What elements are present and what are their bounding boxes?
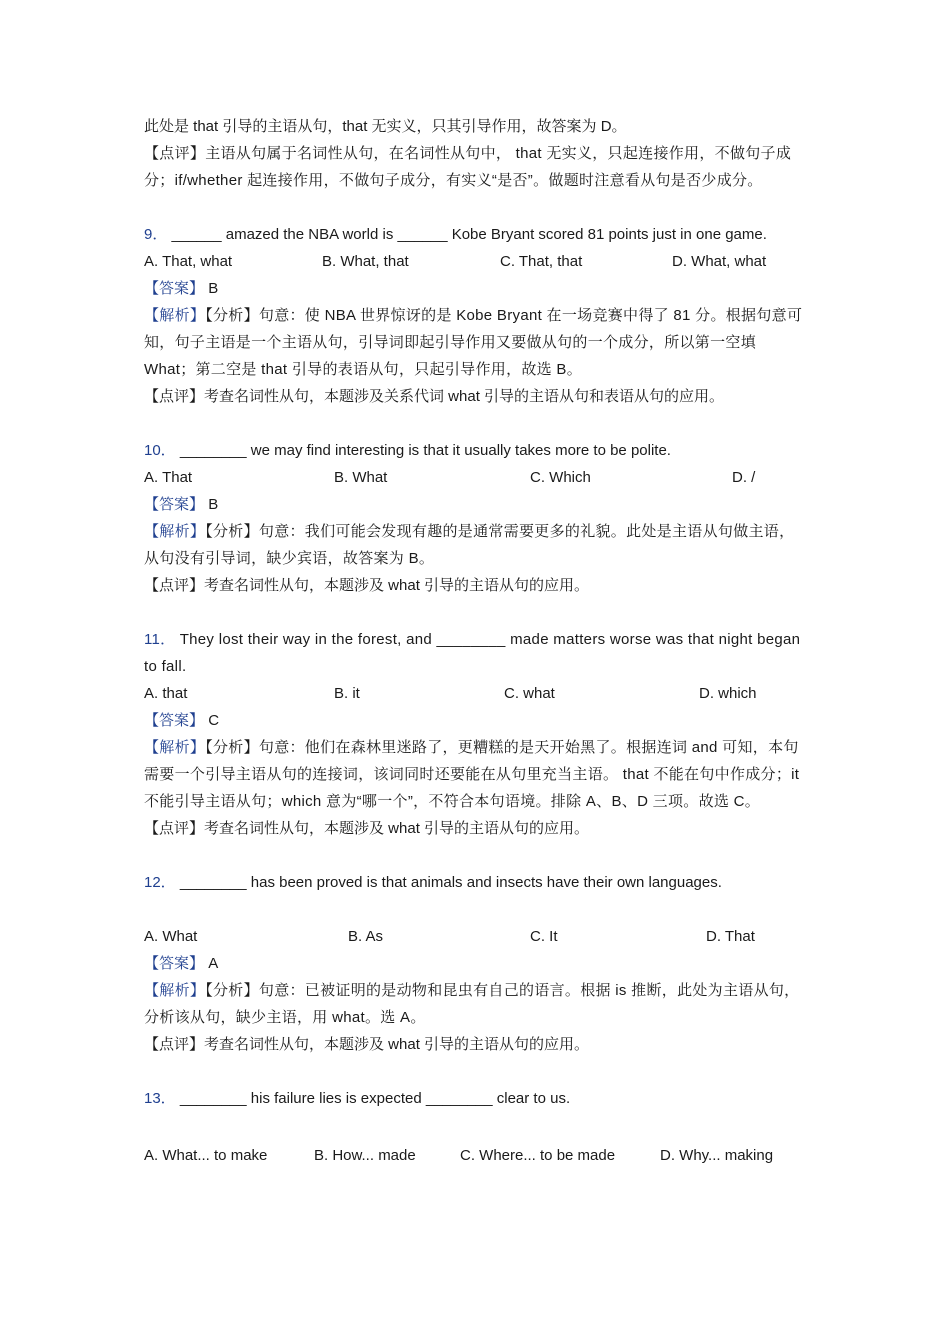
comment-text: 考查名词性从句，本题涉及 what 引导的主语从句的应用。 bbox=[204, 1036, 590, 1053]
option-d: D. / bbox=[732, 469, 756, 486]
option-c: C. That, that bbox=[500, 253, 583, 270]
option-a: A. That bbox=[144, 469, 193, 486]
question-10-stem bbox=[144, 437, 808, 464]
analysis-text: 【分析】句意：使 NBA 世界惊讶的是 Kobe Bryant 在一场竞赛中得了 81 分。根据句意可知，句子主语是一个主语从句，引导词即起引导作用又要做从句的一个成分，所以第一空填 What；第二空是 that 引导的表语从句，只起引导作用，故选 B。 bbox=[144, 307, 803, 378]
question-9-stem bbox=[144, 221, 808, 248]
option-b: B. it bbox=[334, 685, 360, 702]
question-10-answer bbox=[144, 491, 808, 518]
comment-tag: 【点评】 bbox=[144, 1036, 205, 1053]
question-9-analysis bbox=[144, 302, 808, 383]
question-11-answer bbox=[144, 707, 808, 734]
question-10-analysis bbox=[144, 518, 808, 572]
option-a: A. What... to make bbox=[144, 1147, 268, 1164]
question-12-analysis bbox=[144, 977, 808, 1031]
question-number: 9． bbox=[144, 226, 168, 243]
answer-tag: 【答案】 bbox=[144, 280, 205, 297]
question-11-analysis bbox=[144, 734, 808, 815]
question-11-options bbox=[144, 680, 808, 707]
question-12-stem bbox=[144, 869, 808, 896]
comment-tag: 【点评】 bbox=[144, 577, 205, 594]
question-text: ________ we may find interesting is that it usually takes more to be polite. bbox=[179, 442, 671, 459]
analysis-text: 【分析】句意：他们在森林里迷路了，更糟糕的是天开始黑了。根据连词 and 可知，本句需要一个引导主语从句的连接词，该词同时还要能在从句里充当主语。 that 不能在句中作成分；it 不能引导主语从句；which 意为“哪一个”，不符合本句语境。排除 A、B、D 三项。故选 C。 bbox=[144, 739, 800, 810]
question-11-comment bbox=[144, 815, 808, 842]
answer-value: C bbox=[208, 712, 220, 729]
analysis-tag: 【解析】 bbox=[144, 982, 206, 999]
question-9-comment bbox=[144, 383, 808, 410]
question-text: ________ his failure lies is expected ________ clear to us. bbox=[179, 1090, 571, 1107]
option-b: B. How... made bbox=[314, 1147, 416, 1164]
option-a: A. That, what bbox=[144, 253, 233, 270]
question-10-comment bbox=[144, 572, 808, 599]
option-d: D. That bbox=[706, 928, 755, 945]
option-a: A. What bbox=[144, 928, 198, 945]
question-number: 13． bbox=[144, 1090, 176, 1107]
answer-tag: 【答案】 bbox=[144, 496, 205, 513]
option-c: C. It bbox=[530, 928, 558, 945]
question-9-answer bbox=[144, 275, 808, 302]
question-number: 10． bbox=[144, 442, 176, 459]
comment-tag: 【点评】 bbox=[144, 820, 205, 837]
option-b: B. What bbox=[334, 469, 388, 486]
question-number: 11． bbox=[144, 631, 176, 648]
option-b: B. What, that bbox=[322, 253, 409, 270]
analysis-tag: 【解析】 bbox=[144, 523, 206, 540]
option-d: D. What, what bbox=[672, 253, 767, 270]
comment-tag: 【点评】 bbox=[144, 388, 205, 405]
option-a: A. that bbox=[144, 685, 188, 702]
question-12-answer bbox=[144, 950, 808, 977]
answer-value: B bbox=[208, 280, 219, 297]
comment-text: 考查名词性从句，本题涉及 what 引导的主语从句的应用。 bbox=[204, 820, 590, 837]
question-9-options bbox=[144, 248, 808, 275]
intro-line: 此处是 that 引导的主语从句，that 无实义，只其引导作用，故答案为 D。 bbox=[144, 118, 627, 135]
question-13-stem bbox=[144, 1085, 808, 1112]
question-13-options bbox=[144, 1142, 808, 1169]
analysis-tag: 【解析】 bbox=[144, 739, 206, 756]
option-d: D. which bbox=[699, 685, 757, 702]
comment-text: 考查名词性从句，本题涉及 what 引导的主语从句的应用。 bbox=[204, 577, 590, 594]
question-11-stem bbox=[144, 626, 808, 680]
comment-tag: 【点评】 bbox=[144, 145, 206, 162]
comment-text: 考查名词性从句，本题涉及关系代词 what 引导的主语从句和表语从句的应用。 bbox=[204, 388, 725, 405]
answer-tag: 【答案】 bbox=[144, 712, 205, 729]
option-c: C. what bbox=[504, 685, 555, 702]
question-text: They lost their way in the forest, and ________ made matters worse was that night began to fall. bbox=[144, 631, 801, 675]
answer-tag: 【答案】 bbox=[144, 955, 205, 972]
option-d: D. Why... making bbox=[660, 1147, 774, 1164]
document-page bbox=[144, 113, 808, 1169]
comment-text: 主语从句属于名词性从句，在名词性从句中， that 无实义，只起连接作用，不做句子成分；if/whether 起连接作用，不做句子成分，有实义“是否”。做题时注意看从句是否少成分。 bbox=[144, 145, 792, 189]
question-12-options bbox=[144, 923, 808, 950]
analysis-text: 【分析】句意：我们可能会发现有趣的是通常需要更多的礼貌。此处是主语从句做主语，从句没有引导词，缺少宾语，故答案为 B。 bbox=[144, 523, 795, 567]
answer-value: B bbox=[208, 496, 219, 513]
option-b: B. As bbox=[348, 928, 384, 945]
question-text: ________ has been proved is that animals and insects have their own languages. bbox=[179, 874, 722, 891]
intro-comment bbox=[144, 140, 808, 194]
question-12-comment bbox=[144, 1031, 808, 1058]
question-number: 12． bbox=[144, 874, 176, 891]
analysis-tag: 【解析】 bbox=[144, 307, 206, 324]
option-c: C. Where... to be made bbox=[460, 1147, 616, 1164]
question-text: ______ amazed the NBA world is ______ Kobe Bryant scored 81 points just in one game. bbox=[171, 226, 767, 243]
answer-value: A bbox=[208, 955, 219, 972]
question-10-options bbox=[144, 464, 808, 491]
analysis-text: 【分析】句意：已被证明的是动物和昆虫有自己的语言。根据 is 推断，此处为主语从句，分析该从句，缺少主语，用 what。选 A。 bbox=[144, 982, 800, 1026]
option-c: C. Which bbox=[530, 469, 591, 486]
